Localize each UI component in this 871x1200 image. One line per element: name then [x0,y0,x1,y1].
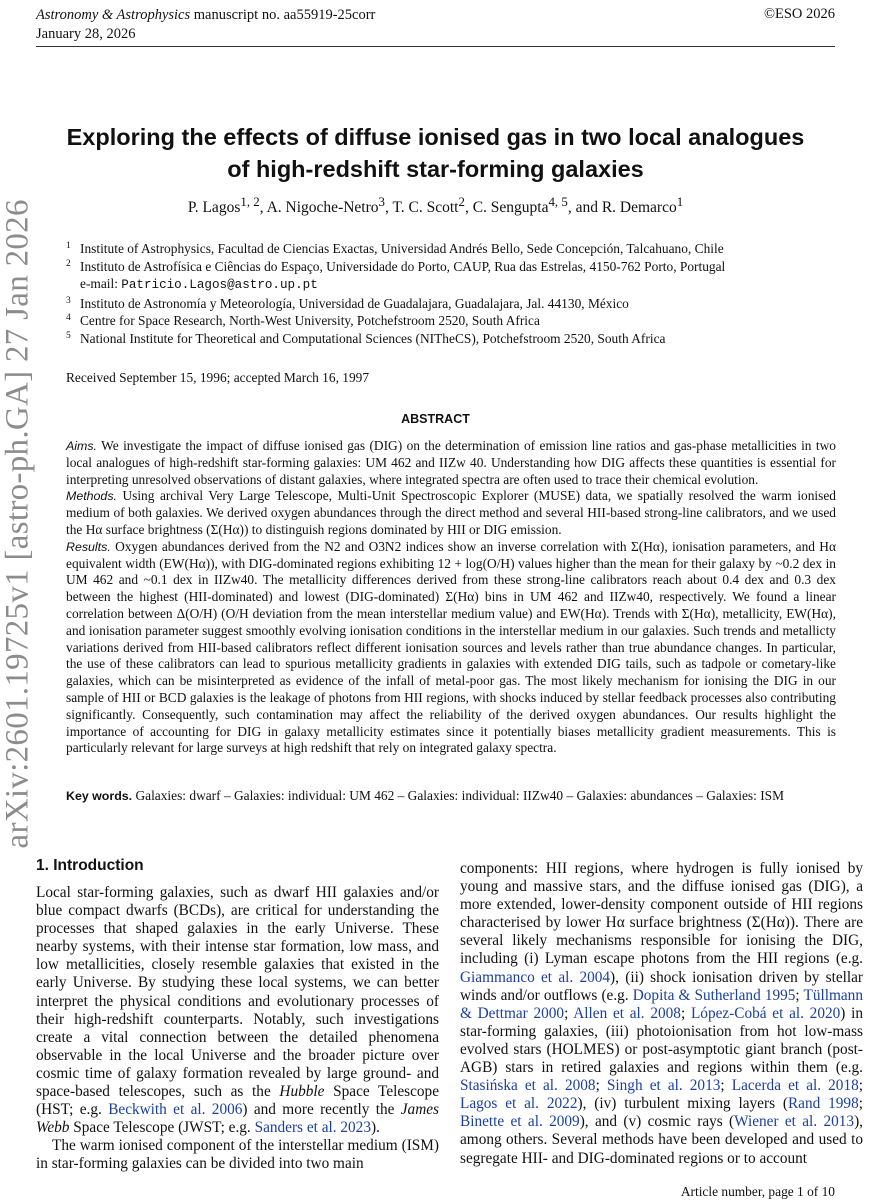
citation-link[interactable]: Binette et al. 2009 [460,1113,580,1131]
header-date: January 28, 2026 [36,26,136,42]
citation-link[interactable]: Tüllmann & Dettmar 2000 [460,986,863,1022]
paper-title [20,121,851,185]
author-affil-sup: 3 [378,194,385,209]
citation-link[interactable]: Allen et al. 2008 [573,1004,681,1022]
citation-link[interactable]: Singh et al. 2013 [606,1077,721,1095]
author-name: , C. Sengupta [464,199,549,217]
arxiv-stamp: arXiv:2601.19725v1 [astro-ph.GA] 27 Jan 2026 [0,199,36,849]
abstract-body [66,438,836,757]
citation-link[interactable]: Rand 1998 [787,1095,859,1113]
citation-link[interactable]: Lacerda et al. 2018 [731,1077,859,1095]
citation-link[interactable]: Wiener et al. 2013 [734,1113,855,1131]
author-affil-sup: 1, 2 [240,194,260,209]
abstract-aims: Aims. We investigate the impact of diffuse ionised gas (DIG) on the determination of emission line ratios and gas-phase metallicities in two local analogues of high-redshift star-forming galaxies: UM 462 and IIZw 40. Understanding how DIG affects these quantities is essential for interpreting unresolved observations of distant galaxies, where integrated spectra are often used to trace their chemical evolution. [66,438,836,487]
citation-link[interactable]: Lagos et al. 2022 [460,1095,578,1113]
author-name: , and R. Demarco [567,199,677,217]
title-line-2: of high-redshift star-forming galaxies [227,156,644,182]
page-footer: Article number, page 1 of 10 [680,1184,835,1199]
intro-paragraph-2-continued: components: HII regions, where hydrogen is fully ionised by young and massive stars, and the diffuse ionised gas (DIG), a more extended, lower-density component outside of HII regions characterised by lower Hα surface brightness (Σ(Hα)). There are several likely mechanisms responsible for ionising the DIG, including (i) Lyman escape photons from the HII regions (e.g. Giammanco et al. 2004), (ii) shock ionisation driven by stellar winds and/or outflows (e.g. Dopita & Sutherland 1995; Tüllmann & Dettmar 2000; Allen et al. 2008; López-Cobá et al. 2020) in star-forming galaxies, (iii) photoionisation from hot low-mass evolved stars (HOLMES) or post-asymptotic giant branch (post-AGB) stars in retired galaxies and regions within them (e.g. Stasińska et al. 2008; Singh et al. 2013; Lacerda et al. 2018; Lagos et al. 2022), (iv) turbulent mixing layers (Rand 1998; Binette et al. 2009), and (v) cosmic rays (Wiener et al. 2013), among others. Several methods have been developed and used to segregate HII- and DIG-dominated regions or to account [460,860,864,1167]
affiliation-1: 1 Institute of Astrophysics, Facultad de Ciencias Exactas, Universidad Andrés Bello, Sede Concepción, Talcahuano, Chile [66,241,724,256]
citation-link[interactable]: López-Cobá et al. 2020 [690,1004,841,1022]
intro-paragraph-1: Local star-forming galaxies, such as dwarf HII galaxies and/or blue compact dwarfs (BCDs), are critical for understanding the processes that shaped galaxies in the early Universe. These nearby systems, with their intense star formation, low mass, and low metallicities, closely resemble galaxies that existed in the early Universe. By studying these local systems, we can better interpret the physical conditions and evolutionary processes of their high-redshift counterparts. Notably, such investigations create a vital connection between the detailed phenomena observable in the local Universe and the broader picture over cosmic time of galaxy formation revealed by large ground- and space-based telescopes, such as the Hubble Space Telescope (HST; e.g. Beckwith et al. 2006) and more recently the James Webb Space Telescope (JWST; e.g. Sanders et al. 2023). [36,884,439,1137]
journal-name: Astronomy & Astrophysics [36,7,191,23]
author-affil-sup: 2 [458,194,465,209]
author-affil-sup: 1 [676,194,684,209]
citation-link[interactable]: Dopita & Sutherland 1995 [632,986,796,1004]
affiliation-4: 4 Centre for Space Research, North-West University, Potchefstroom 2520, South Africa [66,313,540,329]
right-column [460,860,863,1168]
citation-link[interactable]: Giammanco et al. 2004 [460,968,611,986]
affiliation-5: 5 National Institute for Theoretical and Computational Sciences (NITheCS), Potchefstroom 2520, South Africa [66,330,666,346]
author-name: , A. Nigoche-Netro [259,199,379,217]
author-name: P. Lagos [187,199,241,217]
email-line: e-mail: Patricio.Lagos@astro.up.pt [80,276,318,293]
abstract-results: Results. Oxygen abundances derived from the N2 and O3N2 indices show an inverse correlation with Σ(Hα), ionisation parameters, and Hα equivalent width (EW(Hα)), with DIG-dominated regions exhibiting 12 + log(O/H) values higher than the mean for their galaxy by ~0.2 dex in UM 462 and ~0.1 dex in IIZw40. The metallicity differences derived from these strong-line calibrators reach about 0.4 dex and 0.3 dex between the highest (HII-dominated) and lowest (DIG-dominated) Σ(Hα) bins in UM 462 and IIZw40, respectively. We found a linear correlation between Δ(O/H) (O/H deviation from the mean interstellar medium value) and EW(Hα). Trends with Σ(Hα), metallicity, EW(Hα), and ionisation parameter suggest smoothly evolving ionisation conditions in the interstellar medium in our galaxies. Such trends and metallicty variations derived from HII-based calibrators reflect different ionisation sources and levels rather than true abundance changes. In particular, the use of these calibrators can lead to spurious metallicity gradients in galaxies with extended DIG tails, such as tadpole or cometary-like galaxies, which can be misinterpreted as evidence of the infall of metal-poor gas. The most likely mechanism for ionising the DIG in our sample of HII or BCD galaxies is the leakage of photons from HII regions, with shocks induced by stellar feedback processes also contributing significantly. Consequently, such contamination may affect the reliability of the derived oxygen abundances. Our results highlight the importance of accounting for DIG in galaxy metallicity estimates since it potentially biases metallicity gradient measurements. This is particularly relevant for large surveys at high redshift that rely on integrated galaxy spectra. [66,538,836,756]
copyright: ©ESO 2026 [763,6,835,22]
header-rule [36,46,835,47]
running-header [36,6,375,44]
abstract-heading: ABSTRACT [401,412,470,426]
author-list [36,194,835,217]
citation-link[interactable]: Stasińska et al. 2008 [460,1077,596,1095]
affiliation-2: 2 Instituto de Astrofísica e Ciências do Espaço, Universidade do Porto, CAUP, Rua das Estrelas, 4150-762 Porto, Portugal [66,258,726,274]
section-heading-introduction: 1. Introduction [36,857,144,874]
citation-link[interactable]: Beckwith et al. 2006 [108,1101,243,1119]
keywords: Key words. Galaxies: dwarf – Galaxies: individual: UM 462 – Galaxies: individual: IIZw40 – Galaxies: abundances – Galaxies: ISM [66,788,785,803]
author-affil-sup: 4, 5 [548,194,568,209]
received-dates: Received September 15, 1996; accepted March 16, 1997 [66,370,370,385]
email-link[interactable]: Patricio.Lagos@astro.up.pt [121,278,318,293]
left-column [36,884,439,1174]
title-line-1: Exploring the effects of diffuse ionised gas in two local analogues [66,124,805,150]
intro-paragraph-2: The warm ionised component of the interstellar medium (ISM) in star-forming galaxies can be divided into two main [36,1137,439,1173]
affiliations [66,240,826,348]
author-name: , T. C. Scott [384,199,459,217]
manuscript-number: manuscript no. aa55919-25corr [193,7,376,23]
abstract-methods: Methods. Using archival Very Large Telescope, Multi-Unit Spectroscopic Explorer (MUSE) data, we spatially resolved the warm ionised medium of both galaxies. We derived oxygen abundances through the direct method and several HII-based strong-line calibrators, and we used the Hα surface brightness (Σ(Hα)) to distinguish regions dominated by HII or DIG emission. [66,488,836,537]
citation-link[interactable]: Sanders et al. 2023 [254,1119,371,1137]
affiliation-3: 3 Instituto de Astronomía y Meteorología, Universidad de Guadalajara, Guadalajara, Jal. 44130, México [66,295,629,311]
